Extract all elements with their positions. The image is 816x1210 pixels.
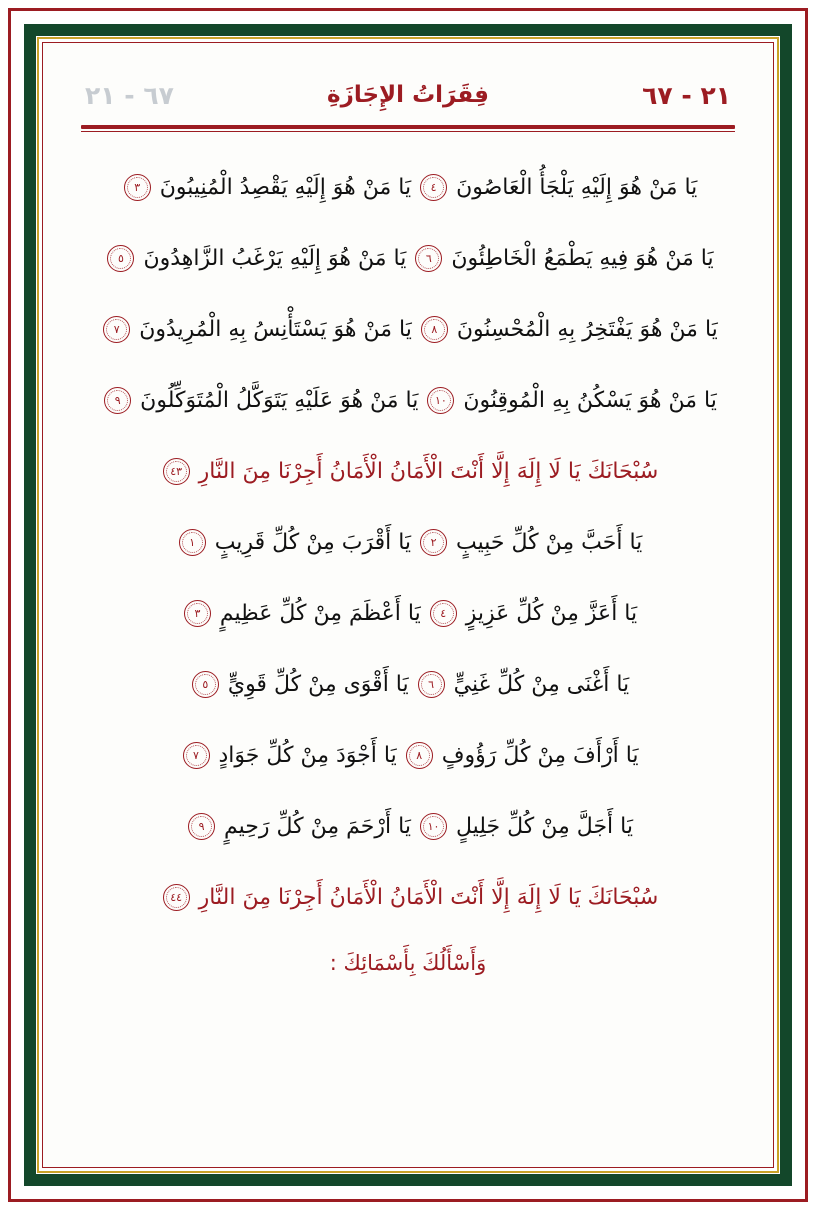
verse-text: يَا أَغْنَى مِنْ كُلِّ غَنِيٍّ	[453, 672, 630, 697]
ayah-number-badge: ٦	[415, 245, 442, 272]
page-content	[47, 47, 769, 1163]
ayah-number-badge: ٧	[183, 742, 210, 769]
ayah-number-badge: ٦	[418, 671, 445, 698]
page-border-outer	[8, 8, 808, 1202]
ayah-number-badge: ٤٣	[163, 458, 190, 485]
closing-note: وَأَسْأَلُكَ بِأَسْمَائِكَ :	[329, 951, 487, 975]
ayah-number-badge: ٣	[184, 600, 211, 627]
ayah-number-badge: ٨	[406, 742, 433, 769]
header-range-right: ٢١ - ٦٧	[642, 80, 731, 110]
verse-text: يَا أَجَلَّ مِنْ كُلِّ جَلِيلٍ	[455, 814, 633, 839]
ayah-number-badge: ٥	[192, 671, 219, 698]
header-range-left: ٦٧ - ٢١	[85, 80, 174, 110]
verse-line	[81, 436, 735, 507]
ayah-number-badge: ١٠	[427, 387, 454, 414]
verse-text: يَا مَنْ هُوَ يَسْكُنُ بِهِ الْمُوقِنُونَ	[463, 388, 717, 413]
verse-text: يَا مَنْ هُوَ إِلَيْهِ يَلْجَأُ الْعَاصُونَ	[456, 175, 698, 200]
ayah-number-badge: ٤٤	[163, 884, 190, 911]
verse-line	[81, 152, 735, 223]
verse-text: سُبْحَانَكَ يَا لَا إِلَهَ إِلَّا أَنْتَ الْأَمَانُ الْأَمَانُ أَجِرْنَا مِنَ النَّارِ	[198, 885, 659, 910]
verse-text: يَا أَرْحَمَ مِنْ كُلِّ رَحِيمٍ	[224, 814, 411, 839]
verse-text: يَا أَعَزَّ مِنْ كُلِّ عَزِيزٍ	[465, 601, 638, 626]
verse-text: يَا أَقْوَى مِنْ كُلِّ قَوِيٍّ	[227, 672, 409, 697]
verse-text: يَا أَقْرَبَ مِنْ كُلِّ قَرِيبٍ	[214, 530, 412, 555]
verse-line	[81, 365, 735, 436]
page-title: فِقَرَاتُ الإِجَازَةِ	[327, 82, 489, 108]
ayah-number-badge: ٧	[103, 316, 130, 343]
verse-line	[81, 223, 735, 294]
ayah-number-badge: ٨	[421, 316, 448, 343]
verse-line	[81, 649, 735, 720]
header-divider	[81, 125, 735, 129]
verse-text: يَا مَنْ هُوَ إِلَيْهِ يَرْغَبُ الزَّاهِدُونَ	[143, 246, 407, 271]
verse-line	[81, 862, 735, 933]
verse-line	[81, 791, 735, 862]
verse-line	[81, 720, 735, 791]
verse-line	[81, 578, 735, 649]
verse-text: يَا مَنْ هُوَ فِيهِ يَطْمَعُ الْخَاطِئُونَ	[451, 246, 714, 271]
ayah-number-badge: ٩	[188, 813, 215, 840]
ayah-number-badge: ٩	[104, 387, 131, 414]
ayah-number-badge: ٥	[107, 245, 134, 272]
verse-text: يَا أَرْأَفَ مِنْ كُلِّ رَؤُوفٍ	[441, 743, 639, 768]
verse-text: سُبْحَانَكَ يَا لَا إِلَهَ إِلَّا أَنْتَ الْأَمَانُ الْأَمَانُ أَجِرْنَا مِنَ النَّارِ	[198, 459, 659, 484]
verse-text: يَا مَنْ هُوَ إِلَيْهِ يَقْصِدُ الْمُنِيبُونَ	[159, 175, 412, 200]
verse-line	[81, 294, 735, 365]
verse-text: يَا أَحَبَّ مِنْ كُلِّ حَبِيبٍ	[456, 530, 643, 555]
verse-text: يَا مَنْ هُوَ عَلَيْهِ يَتَوَكَّلُ الْمُتَوَكِّلُونَ	[140, 388, 419, 413]
verse-text: يَا أَجْوَدَ مِنْ كُلِّ جَوَادٍ	[218, 743, 397, 768]
verse-text: يَا مَنْ هُوَ يَفْتَخِرُ بِهِ الْمُحْسِنُونَ	[456, 317, 718, 342]
verse-line	[81, 507, 735, 578]
ayah-number-badge: ١٠	[420, 813, 447, 840]
verse-list	[75, 152, 741, 993]
verse-text: يَا مَنْ هُوَ يَسْتَأْنِسُ بِهِ الْمُرِيدُونَ	[139, 317, 412, 342]
ayah-number-badge: ٤	[430, 600, 457, 627]
ayah-number-badge: ٤	[420, 174, 447, 201]
ayah-number-badge: ١	[179, 529, 206, 556]
ayah-number-badge: ٢	[420, 529, 447, 556]
ayah-number-badge: ٣	[124, 174, 151, 201]
header-divider-thin	[81, 131, 735, 132]
page-header	[75, 73, 741, 117]
verse-text: يَا أَعْظَمَ مِنْ كُلِّ عَظِيمٍ	[219, 601, 421, 626]
